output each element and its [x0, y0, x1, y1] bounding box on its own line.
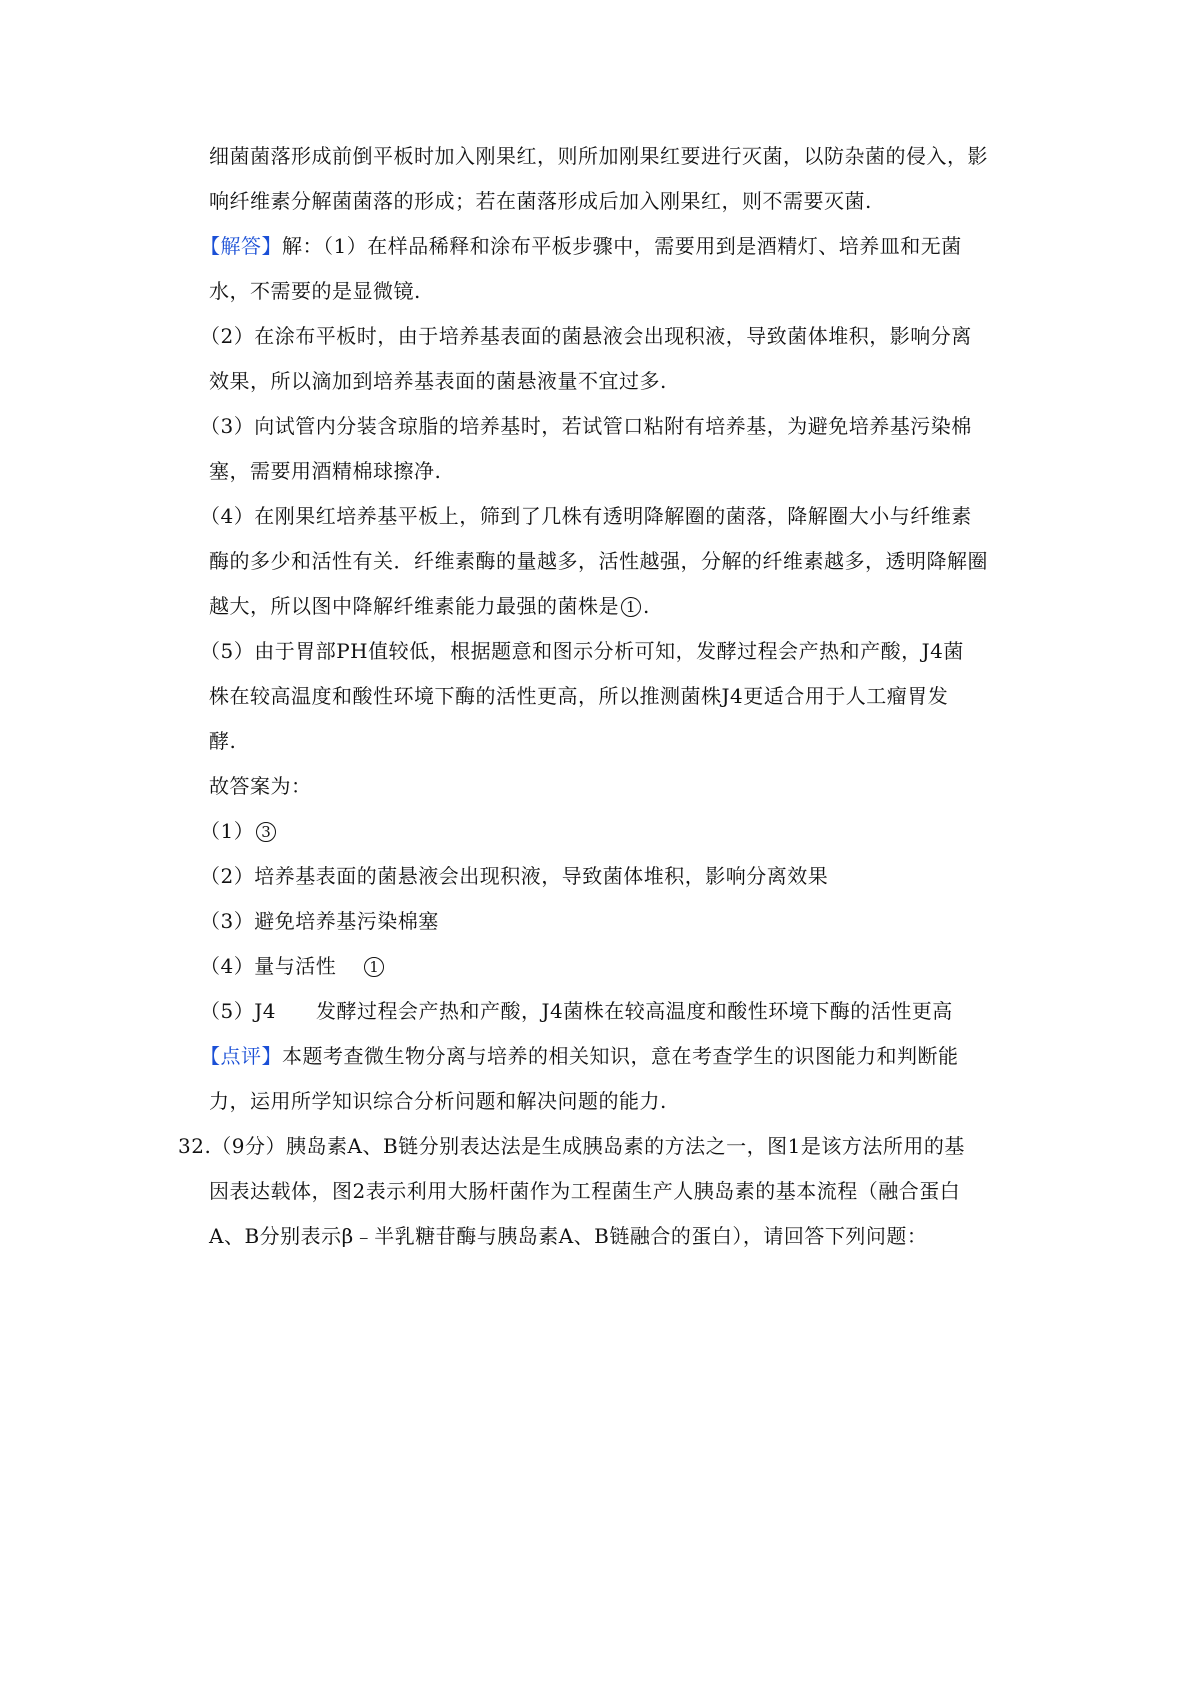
text-line: 水，不需要的是显微镜.	[209, 279, 421, 303]
text-line: （4）在刚果红培养基平板上，筛到了几株有透明降解圈的菌落，降解圈大小与纤维素	[200, 504, 972, 528]
text-line: （3）向试管内分装含琼脂的培养基时，若试管口粘附有培养基，为避免培养基污染棉	[200, 414, 972, 438]
dianping-tag: 【点评】	[200, 1044, 282, 1068]
answer-text: 发酵过程会产热和产酸，J4菌株在较高温度和酸性环境下酶的活性更高	[315, 999, 953, 1023]
answer-4	[200, 951, 386, 981]
text-fragment: .	[643, 594, 650, 618]
circled-number-one: 1	[621, 597, 641, 617]
jieda-tag: 【解答】	[200, 234, 282, 258]
text-line: 本题考查微生物分离与培养的相关知识，意在考查学生的识图能力和判断能	[282, 1044, 959, 1068]
text-line: 细菌菌落形成前倒平板时加入刚果红，则所加刚果红要进行灭菌，以防杂菌的侵入，影	[209, 144, 988, 168]
text-line: 塞，需要用酒精棉球擦净.	[209, 459, 442, 483]
text-line: 株在较高温度和酸性环境下酶的活性更高，所以推测菌株J4更适合用于人工瘤胃发	[209, 684, 949, 708]
text-line: 响纤维素分解菌菌落的形成；若在菌落形成后加入刚果红，则不需要灭菌.	[209, 189, 872, 213]
text-line: 效果，所以滴加到培养基表面的菌悬液量不宜过多.	[209, 369, 667, 393]
question-32-line: 因表达载体，图2表示利用大肠杆菌作为工程菌生产人胰岛素的基本流程（融合蛋白	[209, 1179, 961, 1203]
text-fragment: 越大，所以图中降解纤维素能力最强的菌株是	[209, 594, 619, 618]
question-32-line: A、B分别表示β﹣半乳糖苷酶与胰岛素A、B链融合的蛋白），请回答下列问题：	[209, 1224, 928, 1248]
answer-prefix: （4）量与活性	[200, 954, 337, 978]
text-line: （2）在涂布平板时，由于培养基表面的菌悬液会出现积液，导致菌体堆积，影响分离	[200, 324, 972, 348]
answer-2: （2）培养基表面的菌悬液会出现积液，导致菌体堆积，影响分离效果	[200, 864, 829, 888]
answer-heading: 故答案为：	[209, 774, 312, 798]
answer-prefix: （1）	[200, 819, 255, 843]
text-line: 解：（1）在样品稀释和涂布平板步骤中，需要用到是酒精灯、培养皿和无菌	[282, 234, 962, 258]
text-line: 酵.	[209, 729, 237, 753]
text-line	[209, 591, 650, 621]
circled-number-one: 1	[364, 957, 384, 977]
dianping-paragraph	[200, 1041, 959, 1071]
text-line: 酶的多少和活性有关．纤维素酶的量越多，活性越强，分解的纤维素越多，透明降解圈	[209, 549, 988, 573]
answer-5	[200, 996, 953, 1026]
answer-3: （3）避免培养基污染棉塞	[200, 909, 439, 933]
text-line: （5）由于胃部PH值较低，根据题意和图示分析可知，发酵过程会产热和产酸，J4菌	[200, 639, 964, 663]
text-line: 力，运用所学知识综合分析问题和解决问题的能力.	[209, 1089, 667, 1113]
jieda-paragraph	[200, 231, 962, 261]
answer-1	[200, 816, 278, 846]
answer-prefix: （5）J4	[200, 999, 276, 1023]
circled-number-three: 3	[256, 822, 276, 842]
question-32-line: 32.（9分）胰岛素A、B链分别表达法是生成胰岛素的方法之一，图1是该方法所用的基	[178, 1134, 965, 1158]
